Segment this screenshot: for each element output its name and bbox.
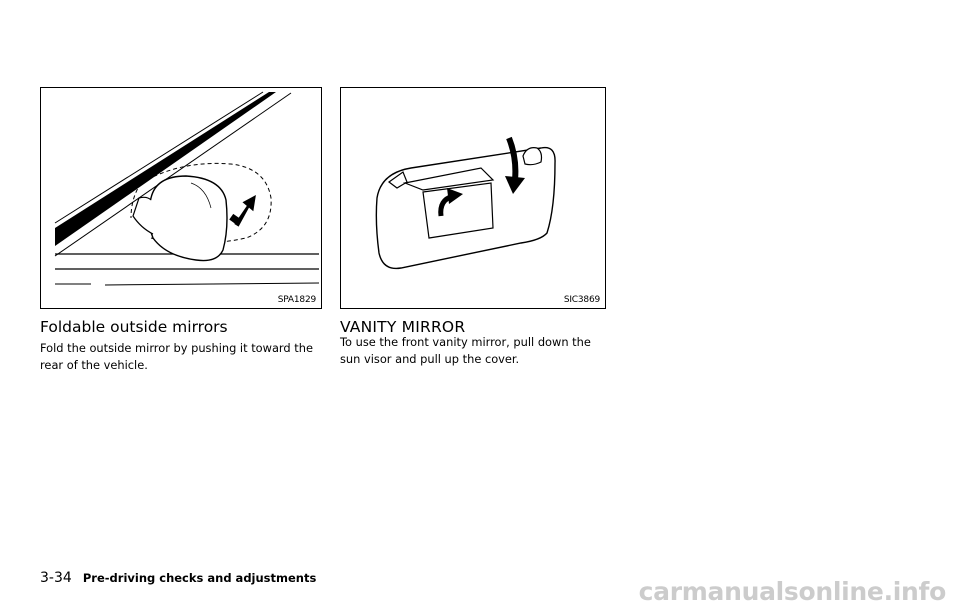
figure-foldable-mirror	[40, 87, 322, 309]
section-heading-vanity-mirror: VANITY MIRROR	[340, 318, 466, 336]
page-footer	[40, 567, 316, 586]
sun-visor-illustration	[341, 88, 605, 308]
figure-code: SIC3869	[563, 295, 600, 305]
section-body-vanity-mirror: To use the front vanity mirror, pull down the sun visor and pull up the cover.	[340, 335, 591, 366]
page-number: 3-34	[40, 570, 72, 586]
figure-code: SPA1829	[277, 295, 316, 305]
section-heading-foldable-mirrors: Foldable outside mirrors	[40, 318, 228, 336]
outside-mirror-illustration	[41, 88, 321, 308]
figure-vanity-mirror	[340, 87, 606, 309]
section-body-foldable-mirrors: Fold the outside mirror by pushing it toward the rear of the vehicle.	[40, 341, 313, 372]
watermark: carmanualsonline.info	[638, 577, 946, 606]
chapter-title: Pre-driving checks and adjustments	[82, 571, 317, 585]
